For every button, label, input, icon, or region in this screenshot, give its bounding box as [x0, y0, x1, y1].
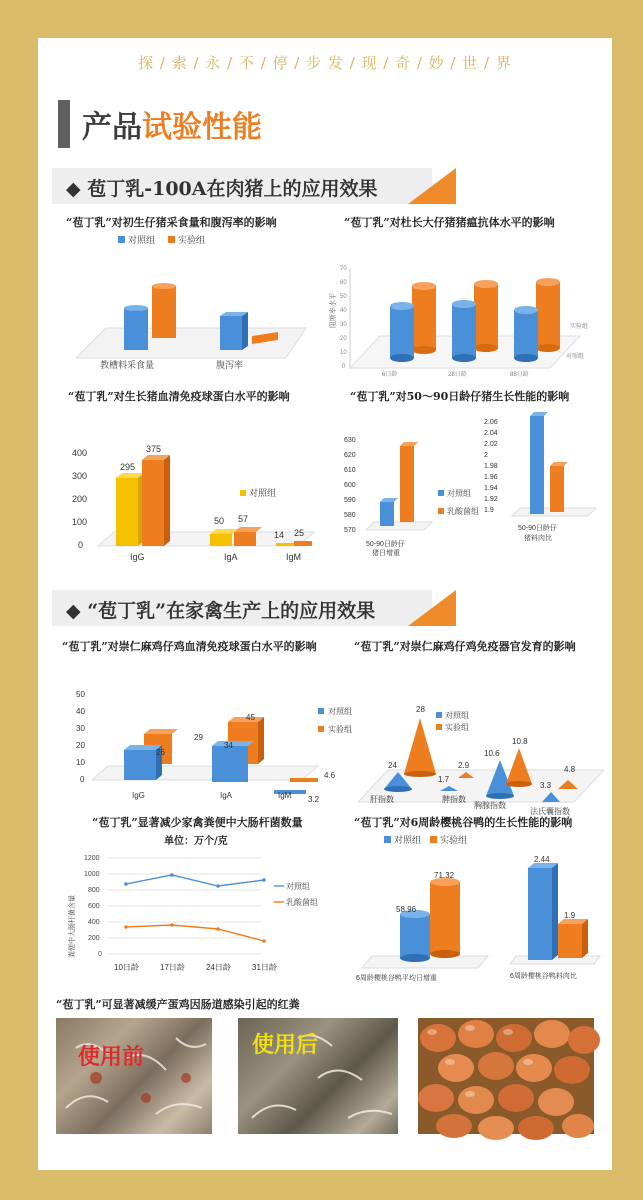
bar-fcr-trial [558, 919, 588, 958]
photo-after [238, 1018, 398, 1134]
x-tick: 17日龄 [160, 963, 185, 972]
chart-title: “苞丁乳”对生长猪血清免疫球蛋白水平的影响 [68, 390, 290, 403]
chart-title: “苞丁乳”显著减少家禽粪便中大肠杆菌数量 [92, 816, 303, 829]
category-label: 猪料肉比 [524, 535, 552, 542]
eggs-cluster [418, 1020, 600, 1140]
value-label: 45 [246, 713, 255, 722]
category-label: IgA [220, 791, 233, 800]
category-label: 脾指数 [442, 795, 466, 804]
pig-chart-growth [344, 388, 600, 556]
category-label: 50-90日龄仔 [366, 541, 405, 548]
pig-chart-antibody [330, 214, 600, 378]
svg-text:200: 200 [88, 935, 100, 942]
chart-title: “苞丁乳”对50～90日龄仔猪生长性能的影响 [350, 390, 570, 403]
poultry-chart-immunoglobulin [62, 638, 352, 804]
bar-fcr-control [528, 863, 558, 960]
cyl-gain-trial [430, 878, 460, 958]
svg-text:100: 100 [72, 517, 88, 527]
svg-text:620: 620 [344, 452, 356, 459]
value-label: 29 [194, 733, 203, 742]
line-trial [126, 925, 264, 941]
x-tick: 31日龄 [252, 963, 277, 972]
cone-thymus-trial [506, 748, 532, 787]
poultry-chart-organs [354, 638, 604, 816]
x-tick: 24日龄 [206, 963, 231, 972]
svg-text:580: 580 [344, 512, 356, 519]
svg-text:0: 0 [342, 364, 346, 370]
chart-title: “苞丁乳”对崇仁麻鸡仔鸡血清免疫球蛋白水平的影响 [62, 640, 317, 653]
legend-swatch-trial [168, 236, 175, 243]
value-label: 4.8 [564, 765, 576, 774]
svg-text:400: 400 [88, 919, 100, 926]
bar-igg-trial [142, 455, 170, 546]
legend-swatch-trial [436, 724, 442, 730]
svg-text:1.96: 1.96 [484, 474, 498, 481]
pig-banner [52, 168, 456, 204]
pig-chart-immunoglobulin [68, 388, 330, 562]
value-label: 1.7 [438, 775, 450, 784]
chart-title: “苞丁乳”对6周龄樱桃谷鸭的生长性能的影响 [354, 816, 573, 829]
legend-label-control: 对照组 [394, 835, 422, 845]
bar-iga-control [212, 741, 254, 782]
category-label: 法氏囊指数 [530, 807, 570, 816]
poultry-chart-duck-growth [338, 814, 600, 984]
bar-88d-trial [536, 278, 560, 352]
svg-text:600: 600 [88, 903, 100, 910]
bar-igg-control [116, 473, 144, 546]
category-label: 猪日增重 [372, 550, 400, 557]
svg-text:1.9: 1.9 [484, 507, 494, 514]
bar-left-trial [400, 442, 418, 522]
legend-swatch-trial [318, 726, 324, 732]
svg-text:10: 10 [340, 350, 347, 356]
value-label: 3.3 [540, 781, 552, 790]
bar-igm-trial [290, 778, 318, 782]
series-label: 对照组 [566, 354, 585, 360]
category-label: 6周龄樱桃谷鸭料肉比 [510, 973, 577, 980]
category-label: IgM [278, 791, 292, 800]
bar-feed-trial [152, 283, 176, 338]
value-label: 14 [274, 530, 285, 540]
svg-text:30: 30 [340, 322, 347, 328]
category-label: IgM [286, 552, 302, 562]
legend-label-trial: 实验组 [440, 835, 468, 845]
value-label: 24 [388, 761, 397, 770]
x-tick: 10日龄 [114, 963, 139, 972]
cone-liver-trial [404, 718, 436, 777]
photo-eggs [418, 1018, 594, 1134]
bar-igm-trial [294, 541, 312, 546]
legend-swatch-control [318, 708, 324, 714]
bar-28d-trial [474, 280, 498, 352]
y-ticks [84, 855, 102, 958]
gridlines [108, 858, 262, 954]
svg-text:590: 590 [344, 497, 356, 504]
content-card [38, 38, 612, 1170]
value-label: 28 [416, 705, 425, 714]
svg-text:0: 0 [78, 540, 84, 550]
value-label: 58.96 [396, 905, 417, 914]
svg-text:50: 50 [340, 294, 347, 300]
y-axis-label: 粪便中大肠杆菌含量 [69, 895, 76, 958]
value-label: 26 [156, 748, 165, 757]
unit-label: 单位：万个/克 [164, 836, 228, 847]
section-title [58, 100, 262, 148]
value-label: 2.44 [534, 855, 550, 864]
chart-title: “苞丁乳”对崇仁麻鸡仔鸡免疫器官发育的影响 [354, 640, 576, 653]
svg-text:570: 570 [344, 527, 356, 534]
after-label: 使用后 [252, 1032, 319, 1058]
pig-chart-feed-diarrhea [66, 214, 316, 370]
category-label: IgG [130, 552, 145, 562]
title-part-b: 试验性能 [142, 110, 262, 145]
svg-text:800: 800 [88, 887, 100, 894]
svg-text:20: 20 [76, 741, 85, 750]
svg-text:2: 2 [484, 452, 488, 459]
legend-swatch-control [384, 836, 391, 843]
bar-igm-control [276, 543, 294, 546]
legend-label-control: 对照组 [286, 882, 310, 891]
legend-swatch-control [436, 712, 442, 718]
category-label: 教槽料采食量 [100, 360, 155, 370]
legend-label-control: 对照组 [445, 711, 469, 720]
svg-text:0: 0 [98, 951, 102, 958]
series-label: 实验组 [570, 324, 589, 330]
svg-text:10: 10 [76, 758, 85, 767]
bar-6d-control [390, 302, 414, 362]
line-control [126, 875, 264, 886]
legend-label-control: 对照组 [249, 488, 277, 498]
svg-text:630: 630 [344, 437, 356, 444]
legend-swatch-control [438, 490, 444, 496]
value-label: 10.8 [512, 737, 528, 746]
legend-label-trial: 实验组 [178, 235, 206, 245]
legend-swatch-control [118, 236, 125, 243]
legend-label-trial: 实验组 [445, 723, 469, 732]
value-label: 57 [238, 514, 249, 524]
y-axis-label: 阻断率水平 [330, 293, 337, 328]
bar-diarrhea-control [220, 316, 242, 350]
photo-before [56, 1018, 212, 1134]
svg-text:0: 0 [80, 775, 85, 784]
category-label: 6周龄樱桃谷鸭平均日增重 [356, 975, 437, 982]
right-y-ticks [484, 419, 498, 514]
svg-text:1000: 1000 [84, 871, 100, 878]
svg-text:2.02: 2.02 [484, 441, 498, 448]
poultry-banner-text: ◆ “苞丁乳”在家禽生产上的应用效果 [66, 600, 376, 622]
legend-label-control: 对照组 [128, 235, 156, 245]
value-label: 4.6 [324, 771, 336, 780]
svg-text:50: 50 [76, 690, 85, 699]
category-label: 6日龄 [382, 372, 398, 378]
legend-label-trial: 乳酸菌组 [447, 507, 479, 516]
svg-text:610: 610 [344, 467, 356, 474]
svg-text:1.92: 1.92 [484, 496, 498, 503]
svg-text:1200: 1200 [84, 855, 100, 862]
chart-floor [76, 328, 306, 358]
pig-banner-text: ◆ 苞丁乳-100A在肉猪上的应用效果 [66, 178, 378, 200]
value-label: 375 [146, 444, 162, 454]
y-ticks [72, 448, 87, 550]
svg-text:20: 20 [340, 336, 347, 342]
photo-caption: “苞丁乳”可显著减缓产蛋鸡因肠道感染引起的红粪 [56, 998, 300, 1011]
title-bar [58, 100, 70, 148]
category-label: 28日龄 [448, 372, 467, 378]
category-label: 88日龄 [510, 372, 529, 378]
category-label: 50-90日龄仔 [518, 525, 557, 532]
svg-text:1.98: 1.98 [484, 463, 498, 470]
svg-text:40: 40 [340, 308, 347, 314]
legend-label-trial: 实验组 [328, 725, 352, 734]
cyl-gain-control [400, 910, 430, 962]
value-label: 2.9 [458, 761, 470, 770]
legend-label-control: 对照组 [328, 707, 352, 716]
category-label: 肝指数 [370, 795, 394, 804]
bar-right-trial [550, 462, 568, 512]
bar-28d-control [452, 300, 476, 362]
category-label: 腹泻率 [216, 360, 244, 370]
legend-label-trial: 乳酸菌组 [286, 898, 318, 907]
category-label: IgA [224, 552, 238, 562]
value-label: 71.32 [434, 871, 455, 880]
left-y-ticks [344, 437, 356, 534]
bar-88d-control [514, 306, 538, 362]
chart-title: “苞丁乳”对杜长大仔猪猪瘟抗体水平的影响 [344, 216, 555, 229]
bar-right-control [530, 412, 548, 514]
y-ticks [76, 690, 85, 784]
legend-swatch-trial [438, 508, 444, 514]
slogan: 探 / 索 / 永 / 不 / 停 / 步 发 / 现 / 奇 / 妙 / 世 / 界 [138, 54, 512, 72]
value-label: 50 [214, 516, 225, 526]
bar-feed-control [124, 305, 148, 350]
value-label: 34 [224, 741, 233, 750]
svg-text:40: 40 [76, 707, 85, 716]
svg-text:2.04: 2.04 [484, 430, 498, 437]
poultry-chart-ecoli [62, 814, 324, 974]
svg-text:600: 600 [344, 482, 356, 489]
chart-title: “苞丁乳”对初生仔猪采食量和腹泻率的影响 [66, 216, 277, 229]
before-label: 使用前 [78, 1044, 145, 1070]
title-part-a: 产品 [82, 110, 142, 145]
svg-text:400: 400 [72, 448, 88, 458]
category-label: IgG [132, 791, 145, 800]
poultry-banner [52, 590, 456, 626]
legend-label-control: 对照组 [447, 489, 471, 498]
svg-text:60: 60 [340, 280, 347, 286]
value-label: 25 [294, 528, 305, 538]
legend-swatch-control [240, 490, 246, 496]
y-ticks [340, 266, 347, 370]
value-label: 10.6 [484, 749, 500, 758]
svg-text:30: 30 [76, 724, 85, 733]
svg-text:70: 70 [340, 266, 347, 272]
svg-text:1.94: 1.94 [484, 485, 498, 492]
value-label: 1.9 [564, 911, 576, 920]
legend-swatch-trial [430, 836, 437, 843]
svg-text:300: 300 [72, 471, 88, 481]
bar-6d-trial [412, 282, 436, 354]
value-label: 3.2 [308, 795, 320, 804]
svg-text:2.06: 2.06 [484, 419, 498, 426]
value-label: 295 [120, 462, 136, 472]
svg-text:200: 200 [72, 494, 88, 504]
category-label: 胸腺指数 [474, 801, 506, 810]
